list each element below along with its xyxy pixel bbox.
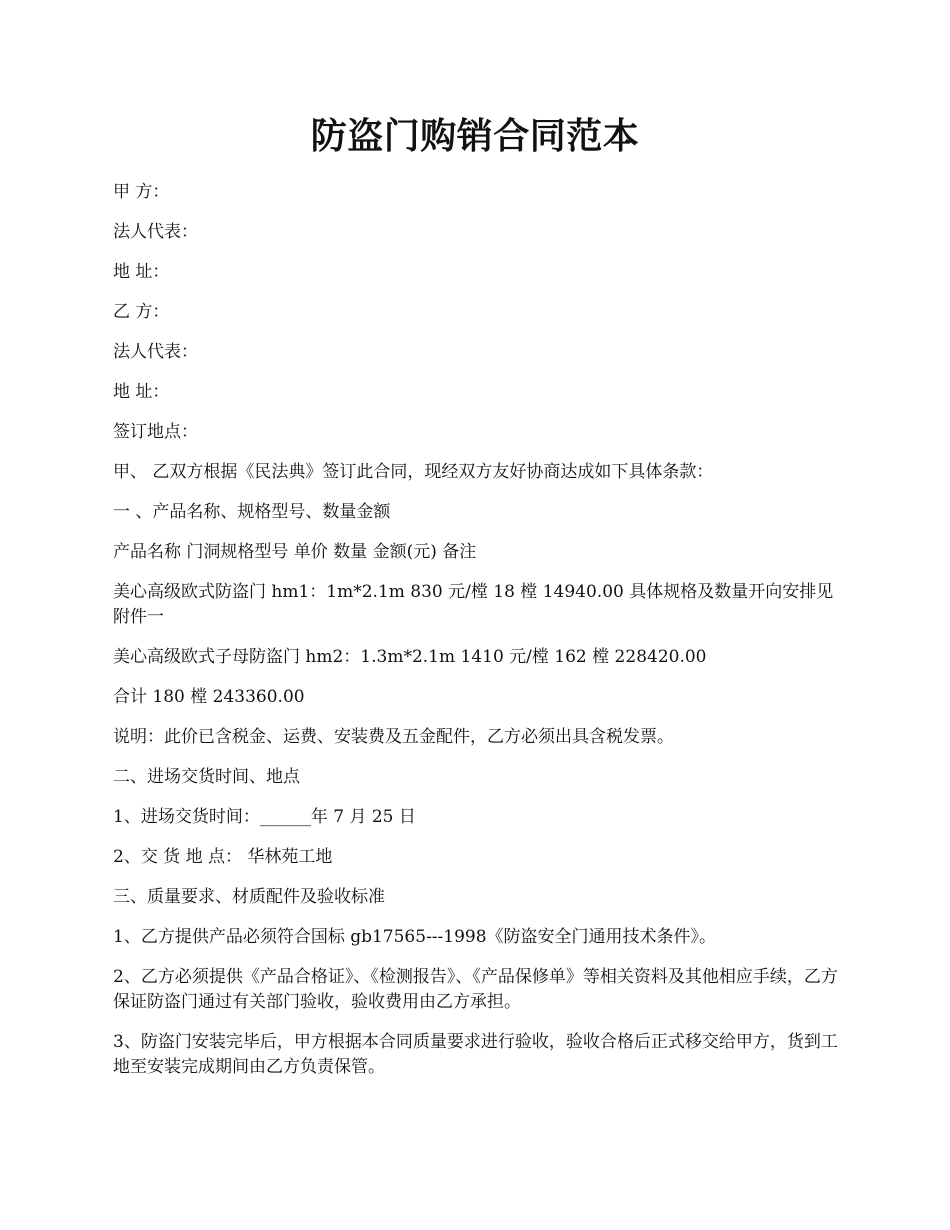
delivery-time-line: 1、进场交货时间：______年 7 月 25 日	[113, 807, 416, 827]
product-item-1: 美心高级欧式防盗门 hm1：1m*2.1m 830 元/樘 18 樘 14940.00 具体规格及数量开向安排见附件一	[113, 582, 834, 627]
document-title: 防盗门购销合同范本	[310, 115, 640, 157]
signing-place-line: 签订地点：	[113, 422, 198, 442]
delivery-place-line: 2、交 货 地 点： 华林苑工地	[113, 847, 333, 867]
price-note-paragraph: 说明：此价已含税金、运费、安装费及五金配件，乙方必须出具含税发票。	[113, 727, 674, 747]
document-body	[113, 180, 843, 1095]
product-total-line: 合计 180 樘 243360.00	[113, 687, 305, 707]
section-heading-1: 一 、产品名称、规格型号、数量金额	[113, 502, 391, 522]
party-a-line: 甲 方：	[113, 182, 170, 202]
party-b-line: 乙 方：	[113, 302, 170, 322]
product-item-2: 美心高级欧式子母防盗门 hm2：1.3m*2.1m 1410 元/樘 162 樘 228420.00	[113, 647, 707, 667]
quality-clause-3: 3、防盗门安装完毕后，甲方根据本合同质量要求进行验收，验收合格后正式移交给甲方，货到工地至安装完成期间由乙方负责保管。	[113, 1032, 838, 1077]
party-a-address-line: 地 址：	[113, 262, 170, 282]
quality-clause-1: 1、乙方提供产品必须符合国标 gb17565---1998《防盗安全门通用技术条件》。	[113, 927, 717, 947]
party-a-legal-rep-line: 法人代表：	[113, 222, 198, 242]
quality-clause-2: 2、乙方必须提供《产品合格证》、《检测报告》、《产品保修单》等相关资料及其他相应手续，乙方保证防盗门通过有关部门验收，验收费用由乙方承担。	[113, 967, 838, 1012]
party-b-address-line: 地 址：	[113, 382, 170, 402]
product-header-line: 产品名称 门洞规格型号 单价 数量 金额(元) 备注	[113, 542, 477, 562]
party-b-legal-rep-line: 法人代表：	[113, 342, 198, 362]
section-heading-2: 二、进场交货时间、地点	[113, 767, 300, 787]
preamble-paragraph: 甲、 乙双方根据《民法典》签订此合同，现经双方友好协商达成如下具体条款：	[113, 462, 714, 482]
section-heading-3: 三、质量要求、材质配件及验收标准	[113, 887, 385, 907]
